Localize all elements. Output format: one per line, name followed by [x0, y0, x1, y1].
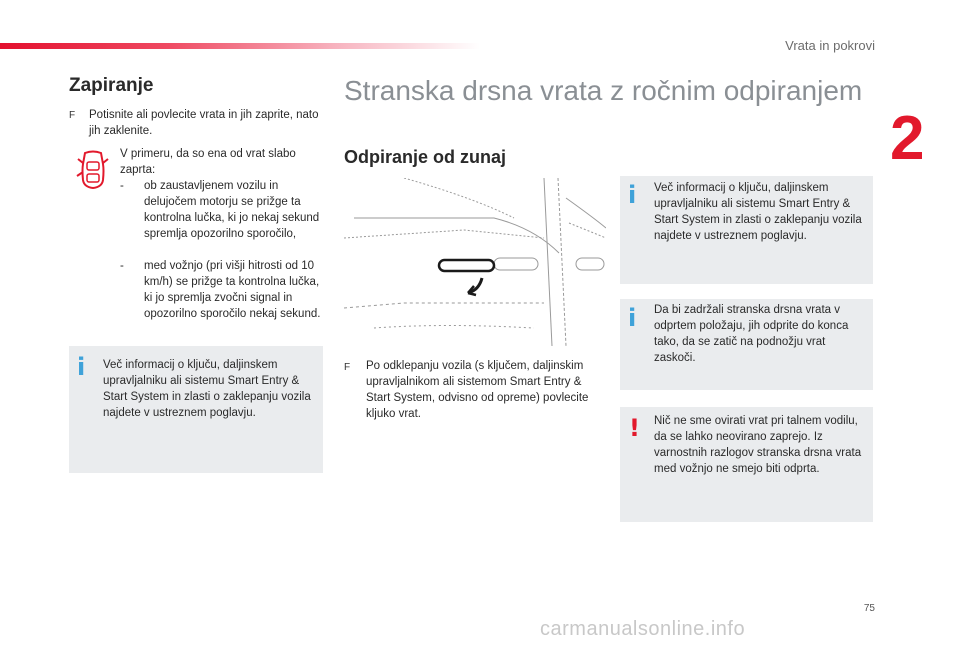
dash-marker: - [120, 260, 124, 272]
info-text-door-hold: Da bi zadržali stranska drsna vrata v odprtem položaju, jih odprite do konca tako, da se zatič na podnožju vrat zaskoči. [654, 304, 849, 364]
door-open-warning-icon [76, 150, 110, 190]
info-icon: i [628, 181, 637, 209]
subtitle-opening-outside: Odpiranje od zunaj [344, 147, 507, 167]
chapter-number: 2 [890, 104, 925, 173]
warning-icon: ! [629, 414, 640, 442]
info-text-key-right: Več informacij o ključu, daljinskem upravljalniku ali sistemu Smart Entry & Start System in zlasti o zaklepanju vozila najdete v ustreznem poglavju. [654, 182, 862, 242]
bullet-arrow: F [344, 362, 351, 373]
warning-text-safety: Nič ne sme ovirati vrat pri talnem vodilu, da se lahko neovirano zaprejo. Iz varnostnih razlogov stranska drsna vrata med vožnjo ne smejo biti odprta. [654, 415, 862, 475]
info-text-key: Več informacij o ključu, daljinskem upravljalniku ali sistemu Smart Entry & Start System in zlasti o zaklepanju vozila najdete v ustreznem poglavju. [103, 359, 311, 419]
warning-item-driving: med vožnjo (pri višji hitrosti od 10 km/h) se prižge ta kontrolna lučka, ki jo spremlja zvočni signal in opozorilno sporočilo nekaj sekund. [144, 260, 321, 320]
header-accent-bar [0, 43, 480, 49]
dash-marker: - [120, 180, 124, 192]
watermark: carmanualsonline.info [540, 618, 746, 640]
info-icon: i [77, 353, 86, 381]
heading-zapiranje: Zapiranje [69, 75, 154, 96]
opening-instruction: Po odklepanju vozila (s ključem, daljinskim upravljalnikom ali sistemom Smart Entry & Start System, odvisno od opreme) povlecite kljuko vrat. [366, 360, 589, 420]
bullet-arrow: F [69, 110, 76, 121]
warning-intro: V primeru, da so ena od vrat slabo zaprta: [120, 148, 296, 176]
page-number: 75 [863, 603, 875, 614]
door-handle-illustration [344, 178, 606, 346]
info-icon: i [628, 304, 637, 332]
closing-instruction: Potisnite ali povlecite vrata in jih zaprite, nato jih zaklenite. [89, 109, 319, 137]
warning-item-stationary: ob zaustavljenem vozilu in delujočem motorju se prižge ta kontrolna lučka, ki jo nekaj sekund spremlja opozorilno sporočilo, [144, 180, 320, 240]
section-title: Vrata in pokrovi [785, 38, 875, 53]
page-title: Stranska drsna vrata z ročnim odpiranjem [344, 75, 863, 106]
